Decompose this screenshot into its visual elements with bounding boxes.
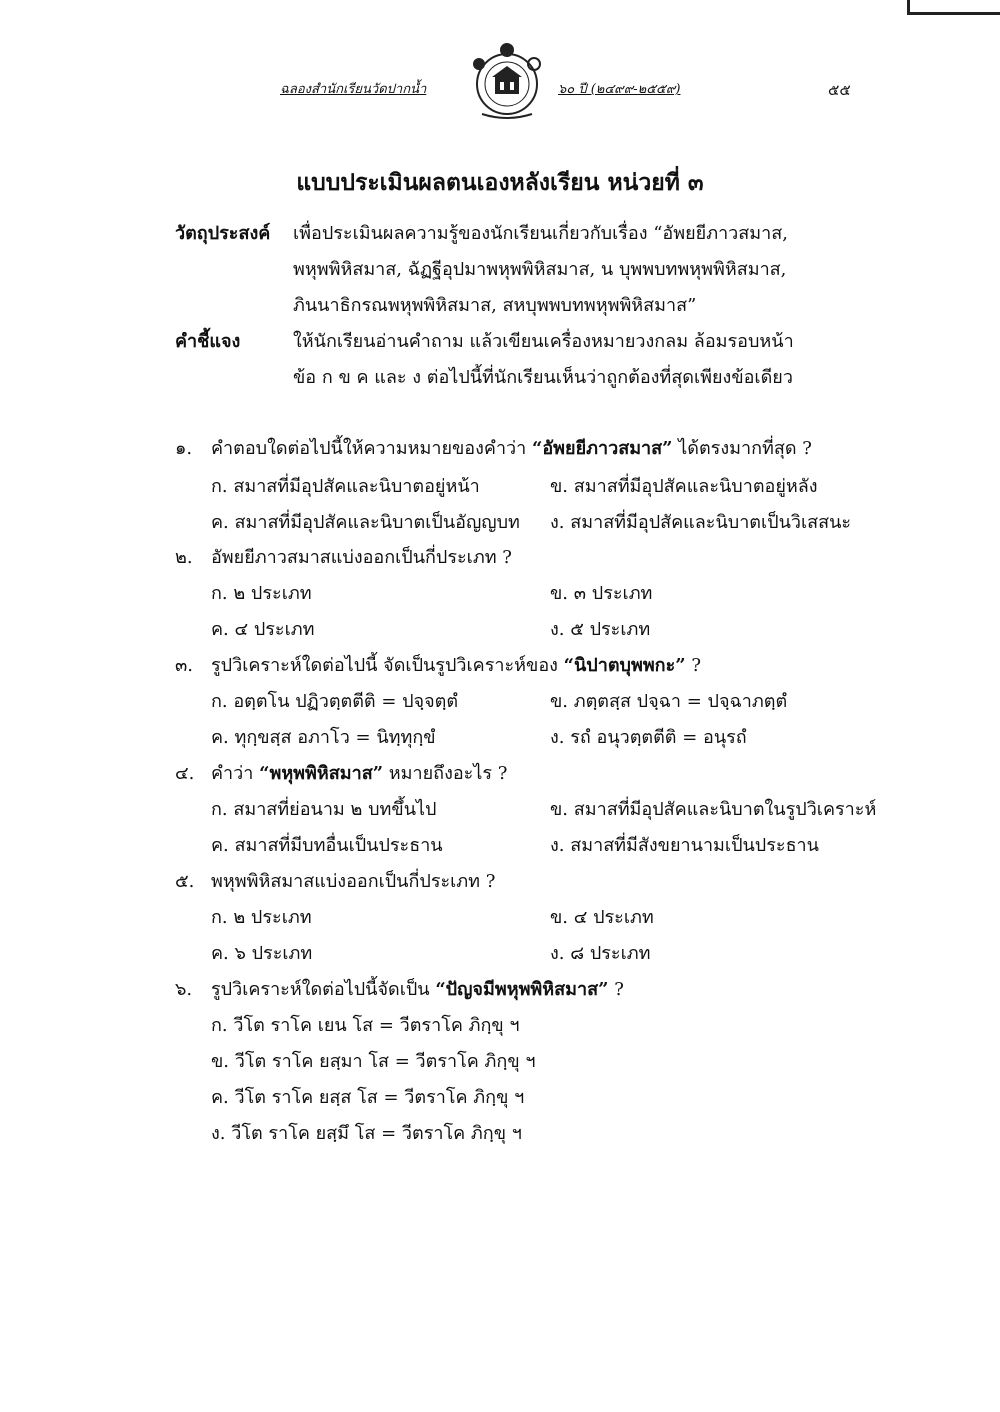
objective-line: ภินนาธิกรณพหุพพิหิสมาส, สหบุพพบทพหุพพิหิสมาส” xyxy=(293,295,697,316)
question-3 xyxy=(175,650,701,679)
question-term: “ปัญจมีพหุพพิหิสมาส” xyxy=(435,979,609,1000)
question-text-end: ? xyxy=(685,655,701,676)
question-term: “อัพยยีภาวสมาส” xyxy=(532,438,673,459)
question-text: รูปวิเคราะห์ใดต่อไปนี้จัดเป็น xyxy=(211,979,436,1000)
question-text: อัพยยีภาวสมาสแบ่งออกเป็นกี่ประเภท ? xyxy=(211,547,512,568)
question-number: ๑. xyxy=(175,438,193,459)
option-d[interactable]: ง. ๘ ประเภท xyxy=(550,943,651,964)
question-1 xyxy=(175,433,812,462)
option-b[interactable]: ข. ๓ ประเภท xyxy=(550,583,653,604)
question-text: คำตอบใดต่อไปนี้ให้ความหมายของคำว่า xyxy=(211,438,532,459)
option-b[interactable]: ข. วีโต ราโค ยสฺมา โส = วีตราโค ภิกฺขุ ฯ xyxy=(211,1051,536,1072)
option-c[interactable]: ค. ๖ ประเภท xyxy=(211,943,313,964)
option-d[interactable]: ง. สมาสที่มีอุปสัคและนิบาตเป็นวิเสสนะ xyxy=(550,512,852,533)
option-a[interactable]: ก. สมาสที่มีอุปสัคและนิบาตอยู่หน้า xyxy=(211,476,480,497)
instruction-label: คำชี้แจง xyxy=(175,331,241,352)
option-a[interactable]: ก. อตฺตโน ปฏิวตฺตตีติ = ปจฺจตฺตํ xyxy=(211,691,459,712)
question-number: ๕. xyxy=(175,871,195,892)
question-number: ๓. xyxy=(175,655,194,676)
option-c[interactable]: ค. สมาสที่มีบทอื่นเป็นประธาน xyxy=(211,835,443,856)
option-d[interactable]: ง. สมาสที่มีสังขยานามเป็นประธาน xyxy=(550,835,819,856)
objective-label: วัตถุประสงค์ xyxy=(175,223,271,244)
question-text: คำว่า xyxy=(211,763,260,784)
question-number: ๖. xyxy=(175,979,193,1000)
option-c[interactable]: ค. วีโต ราโค ยสฺส โส = วีตราโค ภิกฺขุ ฯ xyxy=(211,1087,525,1108)
option-d[interactable]: ง. วีโต ราโค ยสฺมึ โส = วีตราโค ภิกฺขุ ฯ xyxy=(211,1123,522,1144)
page-header xyxy=(280,42,880,122)
option-c[interactable]: ค. สมาสที่มีอุปสัคและนิบาตเป็นอัญญบท xyxy=(211,512,520,533)
question-text: รูปวิเคราะห์ใดต่อไปนี้ จัดเป็นรูปวิเคราะห์ของ xyxy=(211,655,564,676)
institution-seal-icon xyxy=(468,42,546,120)
option-a[interactable]: ก. ๒ ประเภท xyxy=(211,907,312,928)
header-anniversary: ๖๐ ปี (๒๔๙๙-๒๕๕๙) xyxy=(558,82,681,97)
question-number: ๔. xyxy=(175,763,195,784)
option-a[interactable]: ก. สมาสที่ย่อนาม ๒ บทขึ้นไป xyxy=(211,799,437,820)
option-b[interactable]: ข. สมาสที่มีอุปสัคและนิบาตในรูปวิเคราะห์ xyxy=(550,799,877,820)
option-c[interactable]: ค. ๔ ประเภท xyxy=(211,619,315,640)
option-b[interactable]: ข. ๔ ประเภท xyxy=(550,907,654,928)
objective-line: เพื่อประเมินผลความรู้ของนักเรียนเกี่ยวกับเรื่อง “อัพยยีภาวสมาส, xyxy=(293,223,788,244)
corner-mark xyxy=(907,0,1000,15)
option-d[interactable]: ง. รถํ อนุวตฺตตีติ = อนุรถํ xyxy=(550,727,747,748)
page-number: ๕๕ xyxy=(828,81,851,99)
question-5 xyxy=(175,866,495,895)
question-text-end: ? xyxy=(608,979,624,1000)
question-2 xyxy=(175,542,512,571)
question-term: “นิปาตบุพพกะ” xyxy=(563,655,686,676)
question-term: “พหุพพิหิสมาส” xyxy=(259,763,384,784)
header-institution: ฉลองสำนักเรียนวัดปากน้ำ xyxy=(280,82,427,97)
question-4 xyxy=(175,758,507,787)
option-a[interactable]: ก. ๒ ประเภท xyxy=(211,583,312,604)
option-d[interactable]: ง. ๕ ประเภท xyxy=(550,619,651,640)
question-number: ๒. xyxy=(175,547,193,568)
instruction-line: ข้อ ก ข ค และ ง ต่อไปนี้ที่นักเรียนเห็นว่าถูกต้องที่สุดเพียงข้อเดียว xyxy=(293,367,793,388)
question-6 xyxy=(175,974,624,1003)
option-a[interactable]: ก. วีโต ราโค เยน โส = วีตราโค ภิกฺขุ ฯ xyxy=(211,1015,520,1036)
question-text-end: ได้ตรงมากที่สุด ? xyxy=(672,438,812,459)
option-c[interactable]: ค. ทุกฺขสฺส อภาโว = นิทฺทุกฺขํ xyxy=(211,727,436,748)
option-b[interactable]: ข. สมาสที่มีอุปสัคและนิบาตอยู่หลัง xyxy=(550,476,818,497)
option-b[interactable]: ข. ภตฺตสฺส ปจฺฉา = ปจฺฉาภตฺตํ xyxy=(550,691,788,712)
page-title: แบบประเมินผลตนเองหลังเรียน หน่วยที่ ๓ xyxy=(296,169,704,196)
objective-line: พหุพพิหิสมาส, ฉัฏฐีอุปมาพหุพพิหิสมาส, น บุพพบทพหุพพิหิสมาส, xyxy=(293,259,787,280)
instruction-line: ให้นักเรียนอ่านคำถาม แล้วเขียนเครื่องหมายวงกลม ล้อมรอบหน้า xyxy=(293,331,794,352)
question-text: พหุพพิหิสมาสแบ่งออกเป็นกี่ประเภท ? xyxy=(211,871,496,892)
question-text-end: หมายถึงอะไร ? xyxy=(383,763,508,784)
